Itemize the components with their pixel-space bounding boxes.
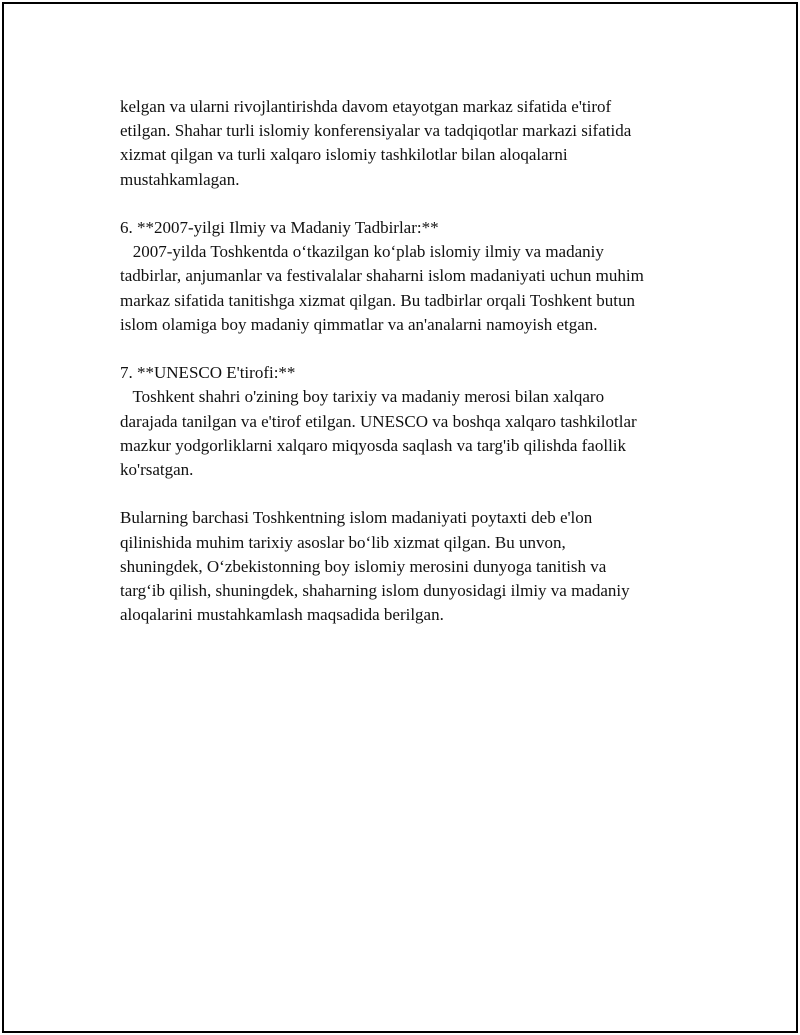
document-body (120, 95, 720, 652)
section-6-scientific-cultural-events (120, 216, 720, 337)
text-line: mustahkamlagan. (120, 169, 240, 189)
text-line: markaz sifatida tanitishga xizmat qilgan. Bu tadbirlar orqali Toshkent butun (120, 290, 635, 310)
text-line: mazkur yodgorliklarni xalqaro miqyosda saqlash va targ'ib qilishda faollik (120, 435, 627, 455)
text-line: 2007-yilda Toshkentda o‘tkazilgan ko‘plab islomiy ilmiy va madaniy (120, 242, 604, 262)
text-line: kelgan va ularni rivojlantirishda davom etayotgan markaz sifatida e'tirof (120, 97, 612, 116)
text-line: tadbirlar, anjumanlar va festivalalar shaharni islom madaniyati uchun muhim (120, 266, 644, 286)
text-line: darajada tanilgan va e'tirof etilgan. UNESCO va boshqa xalqaro tashkilotlar (120, 411, 637, 431)
paragraph-intro-continuation (120, 95, 720, 192)
text-line: aloqalarini mustahkamlash maqsadida berilgan. (120, 605, 444, 625)
text-line: targ‘ib qilish, shuningdek, shaharning islom dunyosidagi ilmiy va madaniy (120, 581, 630, 601)
document-page (2, 2, 798, 1033)
section-7-unesco-recognition (120, 361, 720, 482)
text-line: islom olamiga boy madaniy qimmatlar va an'analarni namoyish etgan. (120, 314, 598, 334)
text-line: qilinishida muhim tarixiy asoslar bo‘lib xizmat qilgan. Bu unvon, (120, 532, 566, 552)
text-line: Bularning barchasi Toshkentning islom madaniyati poytaxti deb e'lon (120, 508, 593, 528)
text-line: ko'rsatgan. (120, 460, 194, 480)
text-line: shuningdek, O‘zbekistonning boy islomiy merosini dunyoga tanitish va (120, 556, 607, 576)
paragraph-conclusion (120, 506, 720, 627)
text-line: xizmat qilgan va turli xalqaro islomiy tashkilotlar bilan aloqalarni (120, 145, 568, 165)
section-heading: 7. **UNESCO E'tirofi:** (120, 363, 296, 383)
section-heading: 6. **2007-yilgi Ilmiy va Madaniy Tadbirlar:** (120, 218, 439, 237)
text-line: etilgan. Shahar turli islomiy konferensiyalar va tadqiqotlar markazi sifatida (120, 121, 632, 141)
text-line: Toshkent shahri o'zining boy tarixiy va madaniy merosi bilan xalqaro (120, 387, 605, 407)
